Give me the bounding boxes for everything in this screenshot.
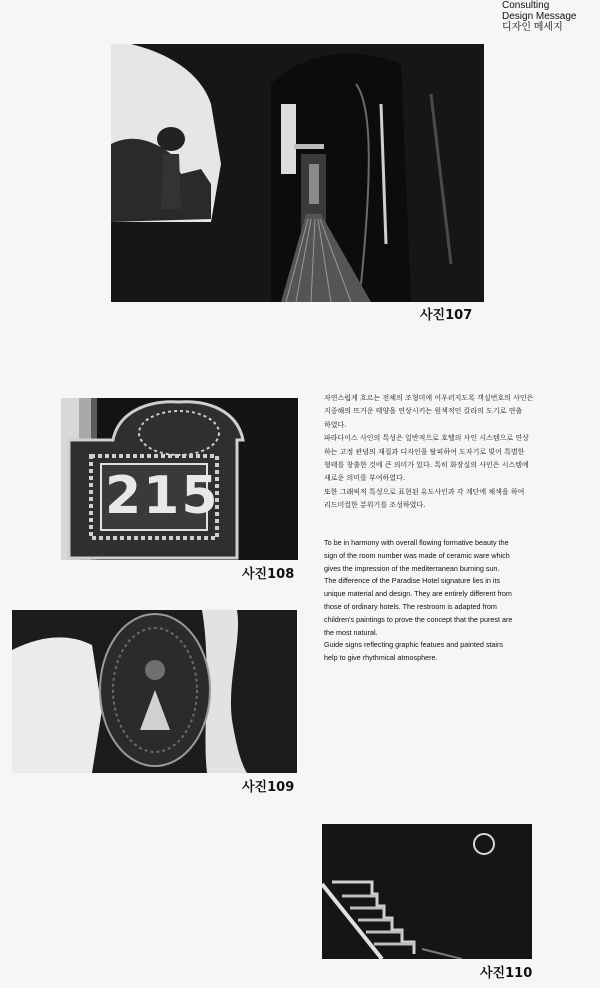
english-line: gives the impression of the mediterranean burning sun. bbox=[324, 563, 500, 573]
header-block bbox=[502, 0, 576, 33]
painted-stairs-photo bbox=[322, 824, 532, 959]
korean-line: 하였다. bbox=[324, 420, 347, 429]
photo-caption-110: 사진110 bbox=[480, 966, 533, 981]
english-line: Guide signs reflecting graphic featues and painted stairs bbox=[324, 640, 503, 650]
korean-line: 지중해의 뜨거운 태양을 연상시키는 원색적인 칼라의 도기로 연출 bbox=[324, 407, 523, 416]
english-line: the most natural. bbox=[324, 627, 378, 637]
room-number-plate-photo bbox=[61, 398, 298, 560]
header-korean: 디자인 메세지 bbox=[502, 22, 563, 33]
english-description bbox=[324, 537, 594, 665]
korean-line: 하는 고정 관념의 재질과 디자인을 탈피하여 도자기로 빚어 특별한 bbox=[324, 447, 525, 456]
korean-description bbox=[324, 392, 586, 513]
english-line: The difference of the Paradise Hotel signature lies in its bbox=[324, 576, 501, 586]
photo-caption-108: 사진108 bbox=[242, 567, 295, 582]
english-line: help to give rhythmical atmosphere. bbox=[324, 653, 438, 663]
header-design-message: Design Message bbox=[502, 11, 577, 22]
plate-number: 215 bbox=[105, 466, 220, 526]
korean-line: 파라다이스 사인의 특성은 일반적으로 호텔의 사인 시스템으로 연상 bbox=[324, 434, 529, 443]
english-line: children's paintings to prove the concept that the purest are bbox=[324, 614, 513, 624]
photo-caption-107: 사진107 bbox=[420, 308, 473, 323]
english-line: sign of the room number was made of ceramic ware which bbox=[324, 550, 510, 560]
restroom-sign-photo bbox=[12, 610, 297, 773]
korean-line: 새로운 의미를 부여하였다. bbox=[324, 474, 406, 483]
korean-line: 형태를 창출한 것에 큰 의미가 있다. 특히 화장실의 사인은 시스템에 bbox=[324, 461, 529, 470]
header-consulting: Consulting bbox=[502, 0, 550, 11]
korean-line: 자연스럽게 흐르는 전체의 조형미에 어우러지도록 객실번호의 사인은 bbox=[324, 394, 534, 402]
english-line: those of ordinary hotels. The restroom is adapted from bbox=[324, 601, 497, 611]
english-line: To be in harmony with overall flowing formative beauty the bbox=[324, 538, 509, 547]
hallway-photo bbox=[111, 44, 484, 302]
photo-caption-109: 사진109 bbox=[242, 780, 295, 795]
english-line: unique material and design. They are entirely different from bbox=[324, 589, 512, 599]
korean-line: 또한 그래픽적 특성으로 표현된 유도사인과 각 계단에 채색을 하여 bbox=[324, 487, 525, 496]
korean-line: 리드미컬한 분위기를 조성하였다. bbox=[324, 501, 426, 510]
